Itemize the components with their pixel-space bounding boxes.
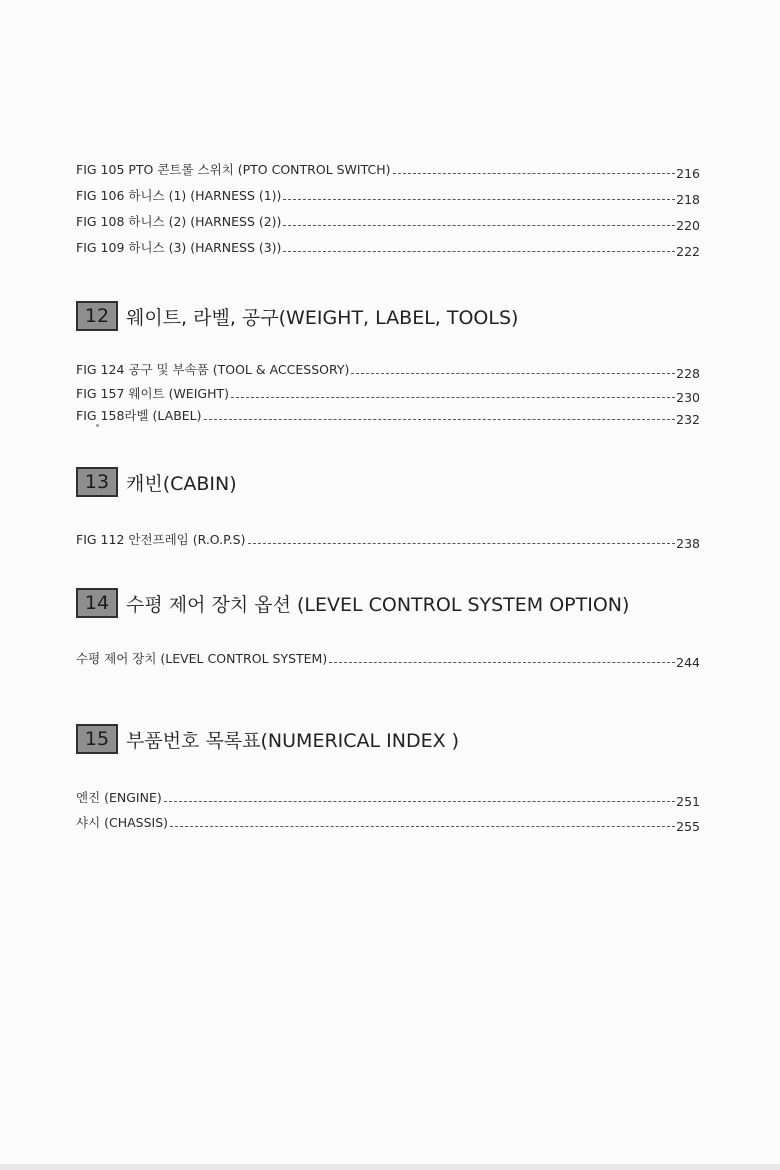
section-title: 웨이트, 라벨, 공구(WEIGHT, LABEL, TOOLS) [126,306,519,329]
toc-entry[interactable] [76,786,700,809]
toc-leader-dashes [351,373,675,374]
section-heading-14[interactable] [76,587,629,619]
toc-leader-dashes [204,419,676,420]
toc-entry-page: 251 [676,794,700,809]
toc-entry[interactable] [76,158,700,181]
toc-entry-page: 216 [676,166,700,181]
toc-entry-page: 255 [676,819,700,834]
toc-entry-text: FIG 109 하니스 (3) (HARNESS (3)) [76,240,282,255]
toc-entry-page: 218 [676,192,700,207]
toc-entry-text: 수평 제어 장치 (LEVEL CONTROL SYSTEM) [76,651,328,666]
toc-entry-page: 244 [676,655,700,670]
toc-entry-text: FIG 106 하니스 (1) (HARNESS (1)) [76,188,282,203]
toc-entry-text: FIG 105 PTO 콘트롤 스위치 (PTO CONTROL SWITCH) [76,162,391,177]
toc-entry-page: 238 [676,536,700,551]
section-title: 부품번호 목록표(NUMERICAL INDEX ) [126,729,460,752]
toc-leader-dashes [283,199,675,200]
toc-entry-page: 220 [676,218,700,233]
toc-entry-page: 228 [676,366,700,381]
toc-entry[interactable] [76,382,700,405]
section-title: 수평 제어 장치 옵션 (LEVEL CONTROL SYSTEM OPTION) [126,593,630,616]
section-number-box: 12 [76,301,118,331]
section-number-box: 15 [76,724,118,754]
toc-entry-page: 230 [676,390,700,405]
toc-leader-dashes [248,543,676,544]
section-heading-13[interactable] [76,466,237,498]
toc-entry[interactable] [76,404,700,427]
section-number-box: 14 [76,588,118,618]
section-heading-12[interactable] [76,300,518,332]
toc-entry-text: FIG 158라벨 (LABEL) [76,408,202,423]
toc-entry-page: 222 [676,244,700,259]
section-heading-15[interactable] [76,723,459,755]
toc-entry[interactable] [76,811,700,834]
toc-entry[interactable] [76,210,700,233]
toc-entry-text: FIG 124 공구 및 부속품 (TOOL & ACCESSORY) [76,362,350,377]
toc-leader-dashes [283,225,675,226]
toc-entry-page: 232 [676,412,700,427]
toc-leader-dashes [170,826,675,827]
toc-entry-text: FIG 108 하니스 (2) (HARNESS (2)) [76,214,282,229]
toc-entry-text: 엔진 (ENGINE) [76,790,162,805]
toc-entry[interactable] [76,184,700,207]
section-title: 캐빈(CABIN) [126,472,237,495]
toc-leader-dashes [283,251,675,252]
toc-entry[interactable] [76,358,700,381]
toc-entry[interactable] [76,236,700,259]
toc-leader-dashes [231,397,675,398]
toc-entry-text: FIG 112 안전프레임 (R.O.P.S) [76,532,246,547]
toc-entry[interactable] [76,647,700,670]
toc-entry-text: 샤시 (CHASSIS) [76,815,169,830]
toc-leader-dashes [329,662,675,663]
toc-leader-dashes [393,173,676,174]
scan-speck [96,424,99,427]
toc-entry-text: FIG 157 웨이트 (WEIGHT) [76,386,229,401]
scan-bottom-edge [0,1164,780,1170]
section-number-box: 13 [76,467,118,497]
toc-entry[interactable] [76,528,700,551]
toc-leader-dashes [164,801,675,802]
